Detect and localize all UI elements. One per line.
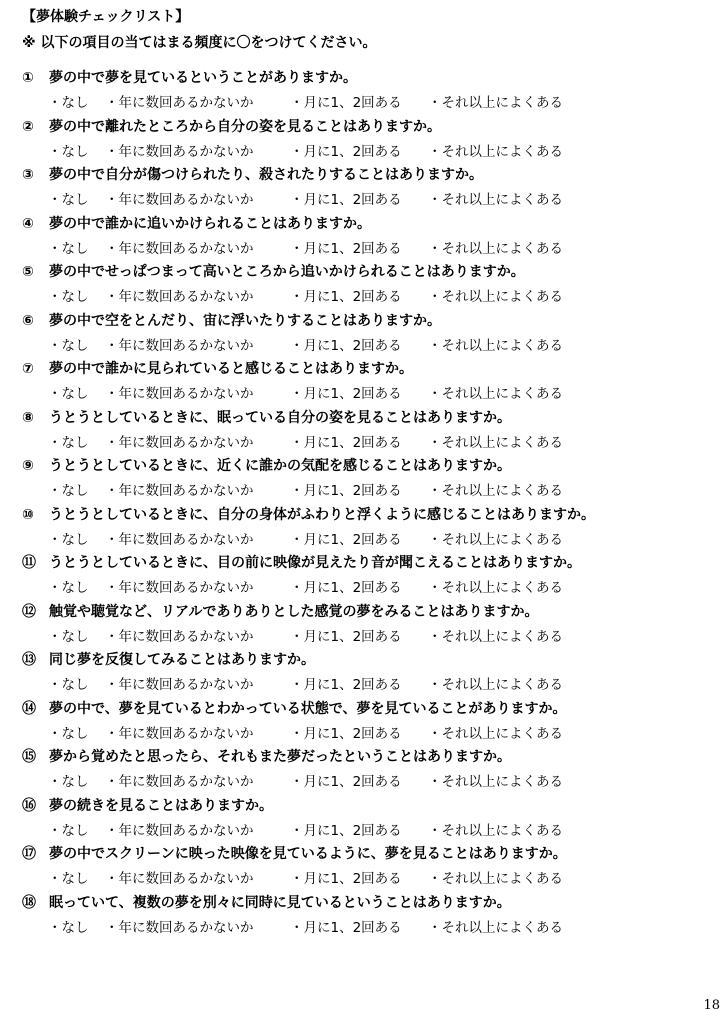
- question-number: ⑫: [22, 603, 36, 620]
- question-text: うとうとしているときに、目の前に映像が見えたり音が聞こえることはありますか。: [49, 555, 581, 571]
- question-number: ⑰: [22, 846, 36, 862]
- answer-option[interactable]: ・それ以上によくある: [428, 774, 563, 790]
- question-text: 夢から覚めたと思ったら、それもまた夢だったということはありますか。: [49, 749, 511, 765]
- answer-option[interactable]: ・年に数回あるかないか: [105, 774, 254, 790]
- answer-option[interactable]: ・それ以上によくある: [428, 483, 563, 499]
- question-number: ④: [22, 215, 34, 232]
- answer-option[interactable]: ・年に数回あるかないか: [105, 628, 254, 645]
- answer-option[interactable]: ・月に1、2回ある: [290, 822, 402, 839]
- answer-option[interactable]: ・月に1、2回ある: [290, 725, 402, 742]
- question-item: [0, 552, 728, 601]
- answer-option[interactable]: ・年に数回あるかないか: [105, 531, 254, 548]
- answer-option[interactable]: ・それ以上によくある: [428, 95, 563, 111]
- question-line: [22, 213, 371, 235]
- question-text: うとうとしているときに、近くに誰かの気配を感じることはありますか。: [49, 458, 511, 474]
- question-text: 同じ夢を反復してみることはありますか。: [49, 652, 315, 668]
- question-item: [0, 455, 728, 504]
- answer-option[interactable]: ・それ以上によくある: [428, 240, 563, 257]
- question-number: ⑨: [22, 458, 34, 474]
- question-line: [22, 164, 483, 186]
- answer-option[interactable]: ・それ以上によくある: [428, 677, 563, 693]
- question-number: ⑤: [22, 264, 34, 280]
- question-text: うとうとしているときに、自分の身体がふわりと浮くように感じることはありますか。: [49, 506, 595, 523]
- answer-option[interactable]: ・それ以上によくある: [428, 822, 563, 839]
- question-text: 夢の続きを見ることはありますか。: [49, 797, 273, 814]
- question-text: 夢の中でせっぱつまって高いところから追いかけられることはありますか。: [49, 264, 525, 280]
- question-number: ⑧: [22, 409, 34, 426]
- page-title: 【夢体験チェックリスト】: [22, 9, 190, 25]
- question-line: [22, 455, 511, 477]
- answer-option[interactable]: ・それ以上によくある: [428, 386, 563, 402]
- question-item: [0, 746, 728, 795]
- instruction-text: ※ 以下の項目の当てはまる頻度に〇をつけてください。: [22, 35, 377, 51]
- answer-option[interactable]: ・なし: [48, 483, 89, 499]
- answer-option[interactable]: ・なし: [48, 386, 89, 402]
- answer-option[interactable]: ・それ以上によくある: [428, 628, 563, 645]
- answer-option[interactable]: ・月に1、2回ある: [290, 871, 402, 887]
- question-number: ⑦: [22, 361, 34, 377]
- question-text: 夢の中で誰かに見られていると感じることはありますか。: [49, 361, 413, 377]
- question-item: [0, 213, 728, 262]
- answer-option[interactable]: ・なし: [48, 95, 89, 111]
- question-number: ⑪: [22, 555, 36, 571]
- question-line: [22, 552, 581, 574]
- answer-option[interactable]: ・年に数回あるかないか: [105, 240, 254, 257]
- question-item: [0, 795, 728, 844]
- answer-option[interactable]: ・それ以上によくある: [428, 531, 563, 548]
- answer-option[interactable]: ・月に1、2回ある: [290, 483, 402, 499]
- answer-option[interactable]: ・なし: [48, 822, 89, 839]
- answer-option[interactable]: ・なし: [48, 337, 89, 354]
- question-text: 夢の中で、夢を見ているとわかっている状態で、夢を見ていることがありますか。: [49, 700, 567, 717]
- answer-option[interactable]: ・それ以上によくある: [428, 143, 563, 160]
- answer-option[interactable]: ・年に数回あるかないか: [105, 483, 254, 499]
- question-number: ⑬: [22, 652, 36, 668]
- answer-option[interactable]: ・それ以上によくある: [428, 192, 563, 208]
- question-line: [22, 843, 567, 865]
- answer-option[interactable]: ・それ以上によくある: [428, 725, 563, 742]
- question-line: [22, 407, 511, 429]
- answer-option[interactable]: ・年に数回あるかないか: [105, 725, 254, 742]
- answer-option[interactable]: ・月に1、2回ある: [290, 774, 402, 790]
- answer-option[interactable]: ・なし: [48, 143, 89, 160]
- answer-option[interactable]: ・年に数回あるかないか: [105, 386, 254, 402]
- answer-option[interactable]: ・なし: [48, 774, 89, 790]
- answer-option[interactable]: ・年に数回あるかないか: [105, 580, 254, 596]
- question-item: [0, 504, 728, 553]
- answer-option[interactable]: ・月に1、2回ある: [290, 143, 402, 160]
- question-line: [22, 795, 273, 817]
- question-text: 夢の中で自分が傷つけられたり、殺されたりすることはありますか。: [49, 167, 483, 183]
- question-number: ⑮: [22, 749, 36, 765]
- answer-option[interactable]: ・それ以上によくある: [428, 871, 563, 887]
- question-item: [0, 843, 728, 892]
- answer-option[interactable]: ・なし: [48, 725, 89, 742]
- question-item: [0, 310, 728, 359]
- answer-option[interactable]: ・月に1、2回ある: [290, 289, 402, 305]
- question-item: [0, 649, 728, 698]
- answer-option[interactable]: ・それ以上によくある: [428, 919, 563, 936]
- question-item: [0, 892, 728, 941]
- answer-option[interactable]: ・なし: [48, 628, 89, 645]
- answer-option[interactable]: ・年に数回あるかないか: [105, 289, 254, 305]
- question-item: [0, 67, 728, 116]
- question-number: ⑯: [22, 797, 36, 814]
- question-line: [22, 116, 441, 138]
- answer-option[interactable]: ・月に1、2回ある: [290, 95, 402, 111]
- question-number: ⑥: [22, 312, 34, 329]
- answer-option[interactable]: ・なし: [48, 531, 89, 548]
- question-line: [22, 358, 413, 380]
- answer-option[interactable]: ・それ以上によくある: [428, 580, 563, 596]
- answer-option[interactable]: ・年に数回あるかないか: [105, 871, 254, 887]
- question-line: [22, 892, 511, 914]
- answer-option[interactable]: ・それ以上によくある: [428, 289, 563, 305]
- answer-option[interactable]: ・年に数回あるかないか: [105, 822, 254, 839]
- question-number: ③: [22, 167, 34, 183]
- answer-option[interactable]: ・月に1、2回ある: [290, 677, 402, 693]
- question-number: ⑭: [22, 700, 36, 717]
- question-list: [0, 67, 728, 940]
- answer-option[interactable]: ・それ以上によくある: [428, 434, 563, 451]
- question-line: [22, 601, 538, 623]
- answer-option[interactable]: ・月に1、2回ある: [290, 580, 402, 596]
- question-item: [0, 601, 728, 650]
- question-line: [22, 649, 315, 671]
- question-text: 夢の中で空をとんだり、宙に浮いたりすることはありますか。: [49, 312, 441, 329]
- question-number: ①: [22, 70, 34, 86]
- answer-option[interactable]: ・年に数回あるかないか: [105, 337, 254, 354]
- answer-option[interactable]: ・月に1、2回ある: [290, 628, 402, 645]
- answer-option[interactable]: ・月に1、2回ある: [290, 192, 402, 208]
- question-number: ⑩: [22, 506, 34, 523]
- page-number: 18: [703, 998, 720, 1013]
- answer-option[interactable]: ・月に1、2回ある: [290, 337, 402, 354]
- question-item: [0, 407, 728, 456]
- question-text: うとうとしているときに、眠っている自分の姿を見ることはありますか。: [49, 409, 511, 426]
- question-line: [22, 261, 525, 283]
- answer-option[interactable]: ・年に数回あるかないか: [105, 95, 254, 111]
- question-item: [0, 116, 728, 165]
- question-text: 眠っていて、複数の夢を別々に同時に見ているということはありますか。: [49, 894, 511, 911]
- question-text: 夢の中で離れたところから自分の姿を見ることはありますか。: [49, 118, 441, 135]
- answer-option[interactable]: ・月に1、2回ある: [290, 240, 402, 257]
- question-text: 夢の中でスクリーンに映った映像を見ているように、夢を見ることはありますか。: [49, 846, 567, 862]
- answer-option[interactable]: ・なし: [48, 192, 89, 208]
- answer-option[interactable]: ・年に数回あるかないか: [105, 143, 254, 160]
- question-line: [22, 504, 595, 526]
- question-item: [0, 698, 728, 747]
- answer-option[interactable]: ・なし: [48, 919, 89, 936]
- answer-option[interactable]: ・月に1、2回ある: [290, 919, 402, 936]
- answer-option[interactable]: ・年に数回あるかないか: [105, 919, 254, 936]
- answer-option[interactable]: ・なし: [48, 677, 89, 693]
- question-text: 触覚や聴覚など、リアルでありありとした感覚の夢をみることはありますか。: [49, 603, 539, 620]
- question-item: [0, 261, 728, 310]
- question-number: ②: [22, 118, 34, 135]
- question-line: [22, 746, 511, 768]
- question-text: 夢の中で誰かに追いかけられることはありますか。: [49, 215, 371, 232]
- answer-option[interactable]: ・なし: [48, 580, 89, 596]
- answer-option[interactable]: ・年に数回あるかないか: [105, 677, 254, 693]
- answer-option[interactable]: ・なし: [48, 289, 89, 305]
- answer-option[interactable]: ・年に数回あるかないか: [105, 434, 254, 451]
- question-line: [22, 67, 357, 89]
- answer-option[interactable]: ・なし: [48, 240, 89, 257]
- question-line: [22, 698, 566, 720]
- answer-option[interactable]: ・月に1、2回ある: [290, 531, 402, 548]
- answer-option[interactable]: ・それ以上によくある: [428, 337, 563, 354]
- question-line: [22, 310, 441, 332]
- answer-option[interactable]: ・月に1、2回ある: [290, 386, 402, 402]
- answer-option[interactable]: ・月に1、2回ある: [290, 434, 402, 451]
- question-text: 夢の中で夢を見ているということがありますか。: [49, 70, 357, 86]
- answer-option[interactable]: ・なし: [48, 871, 89, 887]
- question-item: [0, 358, 728, 407]
- answer-option[interactable]: ・年に数回あるかないか: [105, 192, 254, 208]
- question-item: [0, 164, 728, 213]
- answer-option[interactable]: ・なし: [48, 434, 89, 451]
- question-number: ⑱: [22, 894, 36, 911]
